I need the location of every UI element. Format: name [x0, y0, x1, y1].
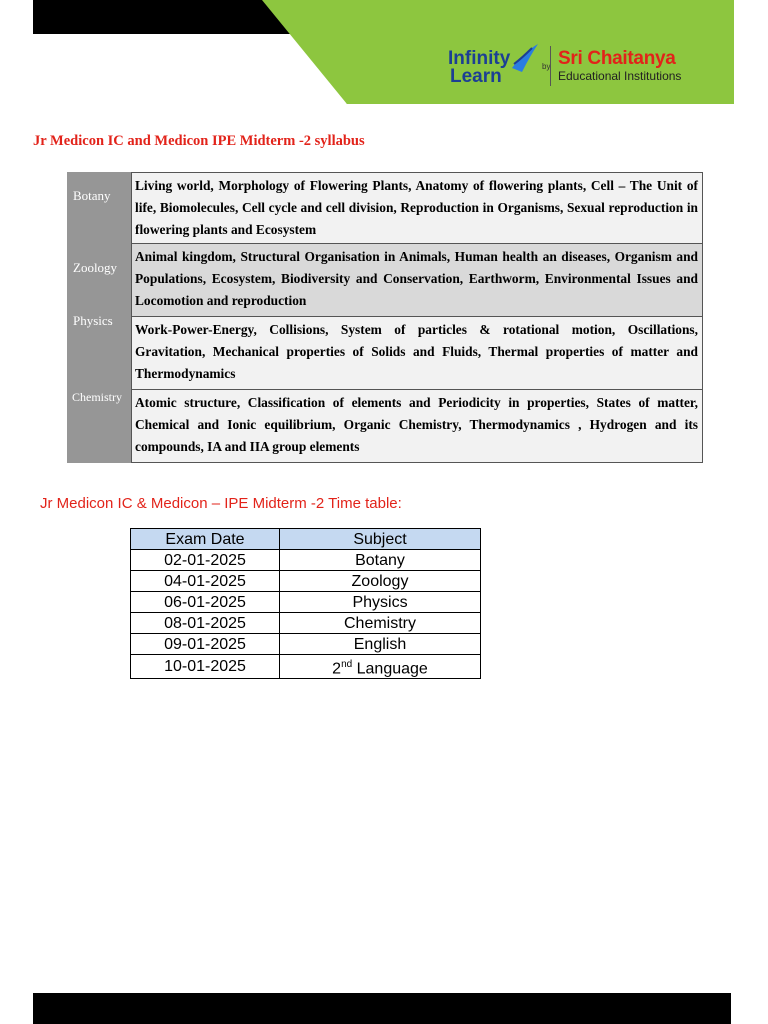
syllabus-subject: Zoology — [67, 244, 131, 317]
exam-date-cell: 10-01-2025 — [131, 655, 280, 679]
syllabus-table — [67, 172, 703, 463]
logo-by-text: by — [542, 62, 551, 71]
exam-date-cell: 06-01-2025 — [131, 592, 280, 613]
syllabus-row — [67, 172, 703, 244]
table-row — [131, 655, 481, 679]
syllabus-subject: Botany — [67, 172, 131, 244]
exam-date-cell: 04-01-2025 — [131, 571, 280, 592]
syllabus-row — [67, 244, 703, 317]
infinity-learn-logo — [448, 50, 510, 86]
brand-logo — [448, 40, 708, 96]
subject-cell: Zoology — [280, 571, 481, 592]
syllabus-subject: Physics — [67, 313, 131, 390]
timetable-table — [130, 528, 481, 679]
syllabus-topics: Animal kingdom, Structural Organisation in Animals, Human health an diseases, Organism and Populations, Ecosystem, Biodiversity and Conservation, Earthworm, Environmental Issues and Locomotion and reproduction — [131, 244, 703, 317]
logo-learn-text: Learn — [450, 66, 502, 87]
ordinal-number: 2 — [332, 660, 342, 678]
syllabus-subject: Chemistry — [67, 390, 131, 463]
footer-black-bar — [33, 993, 731, 1024]
subject-cell — [280, 655, 481, 679]
table-row — [131, 613, 481, 634]
syllabus-row — [67, 390, 703, 463]
syllabus-topics: Work-Power-Energy, Collisions, System of particles & rotational motion, Oscillations, Gravitation, Mechanical properties of Solids and Fluids, Thermal properties of matter and Thermodynamics — [131, 317, 703, 390]
logo-tagline-text: Educational Institutions — [558, 69, 682, 83]
table-row — [131, 634, 481, 655]
subject-cell: Botany — [280, 550, 481, 571]
subject-cell: Chemistry — [280, 613, 481, 634]
syllabus-title: Jr Medicon IC and Medicon IPE Midterm -2 syllabus — [33, 133, 365, 149]
table-row — [131, 571, 481, 592]
ordinal-suffix: nd — [341, 659, 353, 670]
syllabus-row — [67, 313, 703, 390]
table-row — [131, 550, 481, 571]
column-header-subject: Subject — [280, 529, 481, 550]
table-row — [131, 592, 481, 613]
syllabus-topics: Living world, Morphology of Flowering Plants, Anatomy of flowering plants, Cell – The Unit of life, Biomolecules, Cell cycle and cell division, Reproduction in Organisms, Sexual reproduction in flowering plants and Ecosystem — [131, 172, 703, 244]
exam-date-cell: 09-01-2025 — [131, 634, 280, 655]
logo-brand-text: Sri Chaitanya — [558, 48, 676, 69]
column-header-exam-date: Exam Date — [131, 529, 280, 550]
syllabus-topics: Atomic structure, Classification of elements and Periodicity in properties, States of matter, Chemical and Ionic equilibrium, Organic Chemistry, Thermodynamics , Hydrogen and its compounds, IA and IIA group elements — [131, 390, 703, 463]
exam-date-cell: 08-01-2025 — [131, 613, 280, 634]
subject-cell: Physics — [280, 592, 481, 613]
logo-divider — [550, 46, 551, 86]
timetable-header-row — [131, 529, 481, 550]
language-text: Language — [352, 660, 428, 678]
infinity-swoosh-icon — [510, 42, 540, 74]
timetable-title: Jr Medicon IC & Medicon – IPE Midterm -2 Time table: — [40, 495, 402, 512]
logo-infinity-text: Infinity — [448, 48, 511, 69]
subject-cell: English — [280, 634, 481, 655]
exam-date-cell: 02-01-2025 — [131, 550, 280, 571]
